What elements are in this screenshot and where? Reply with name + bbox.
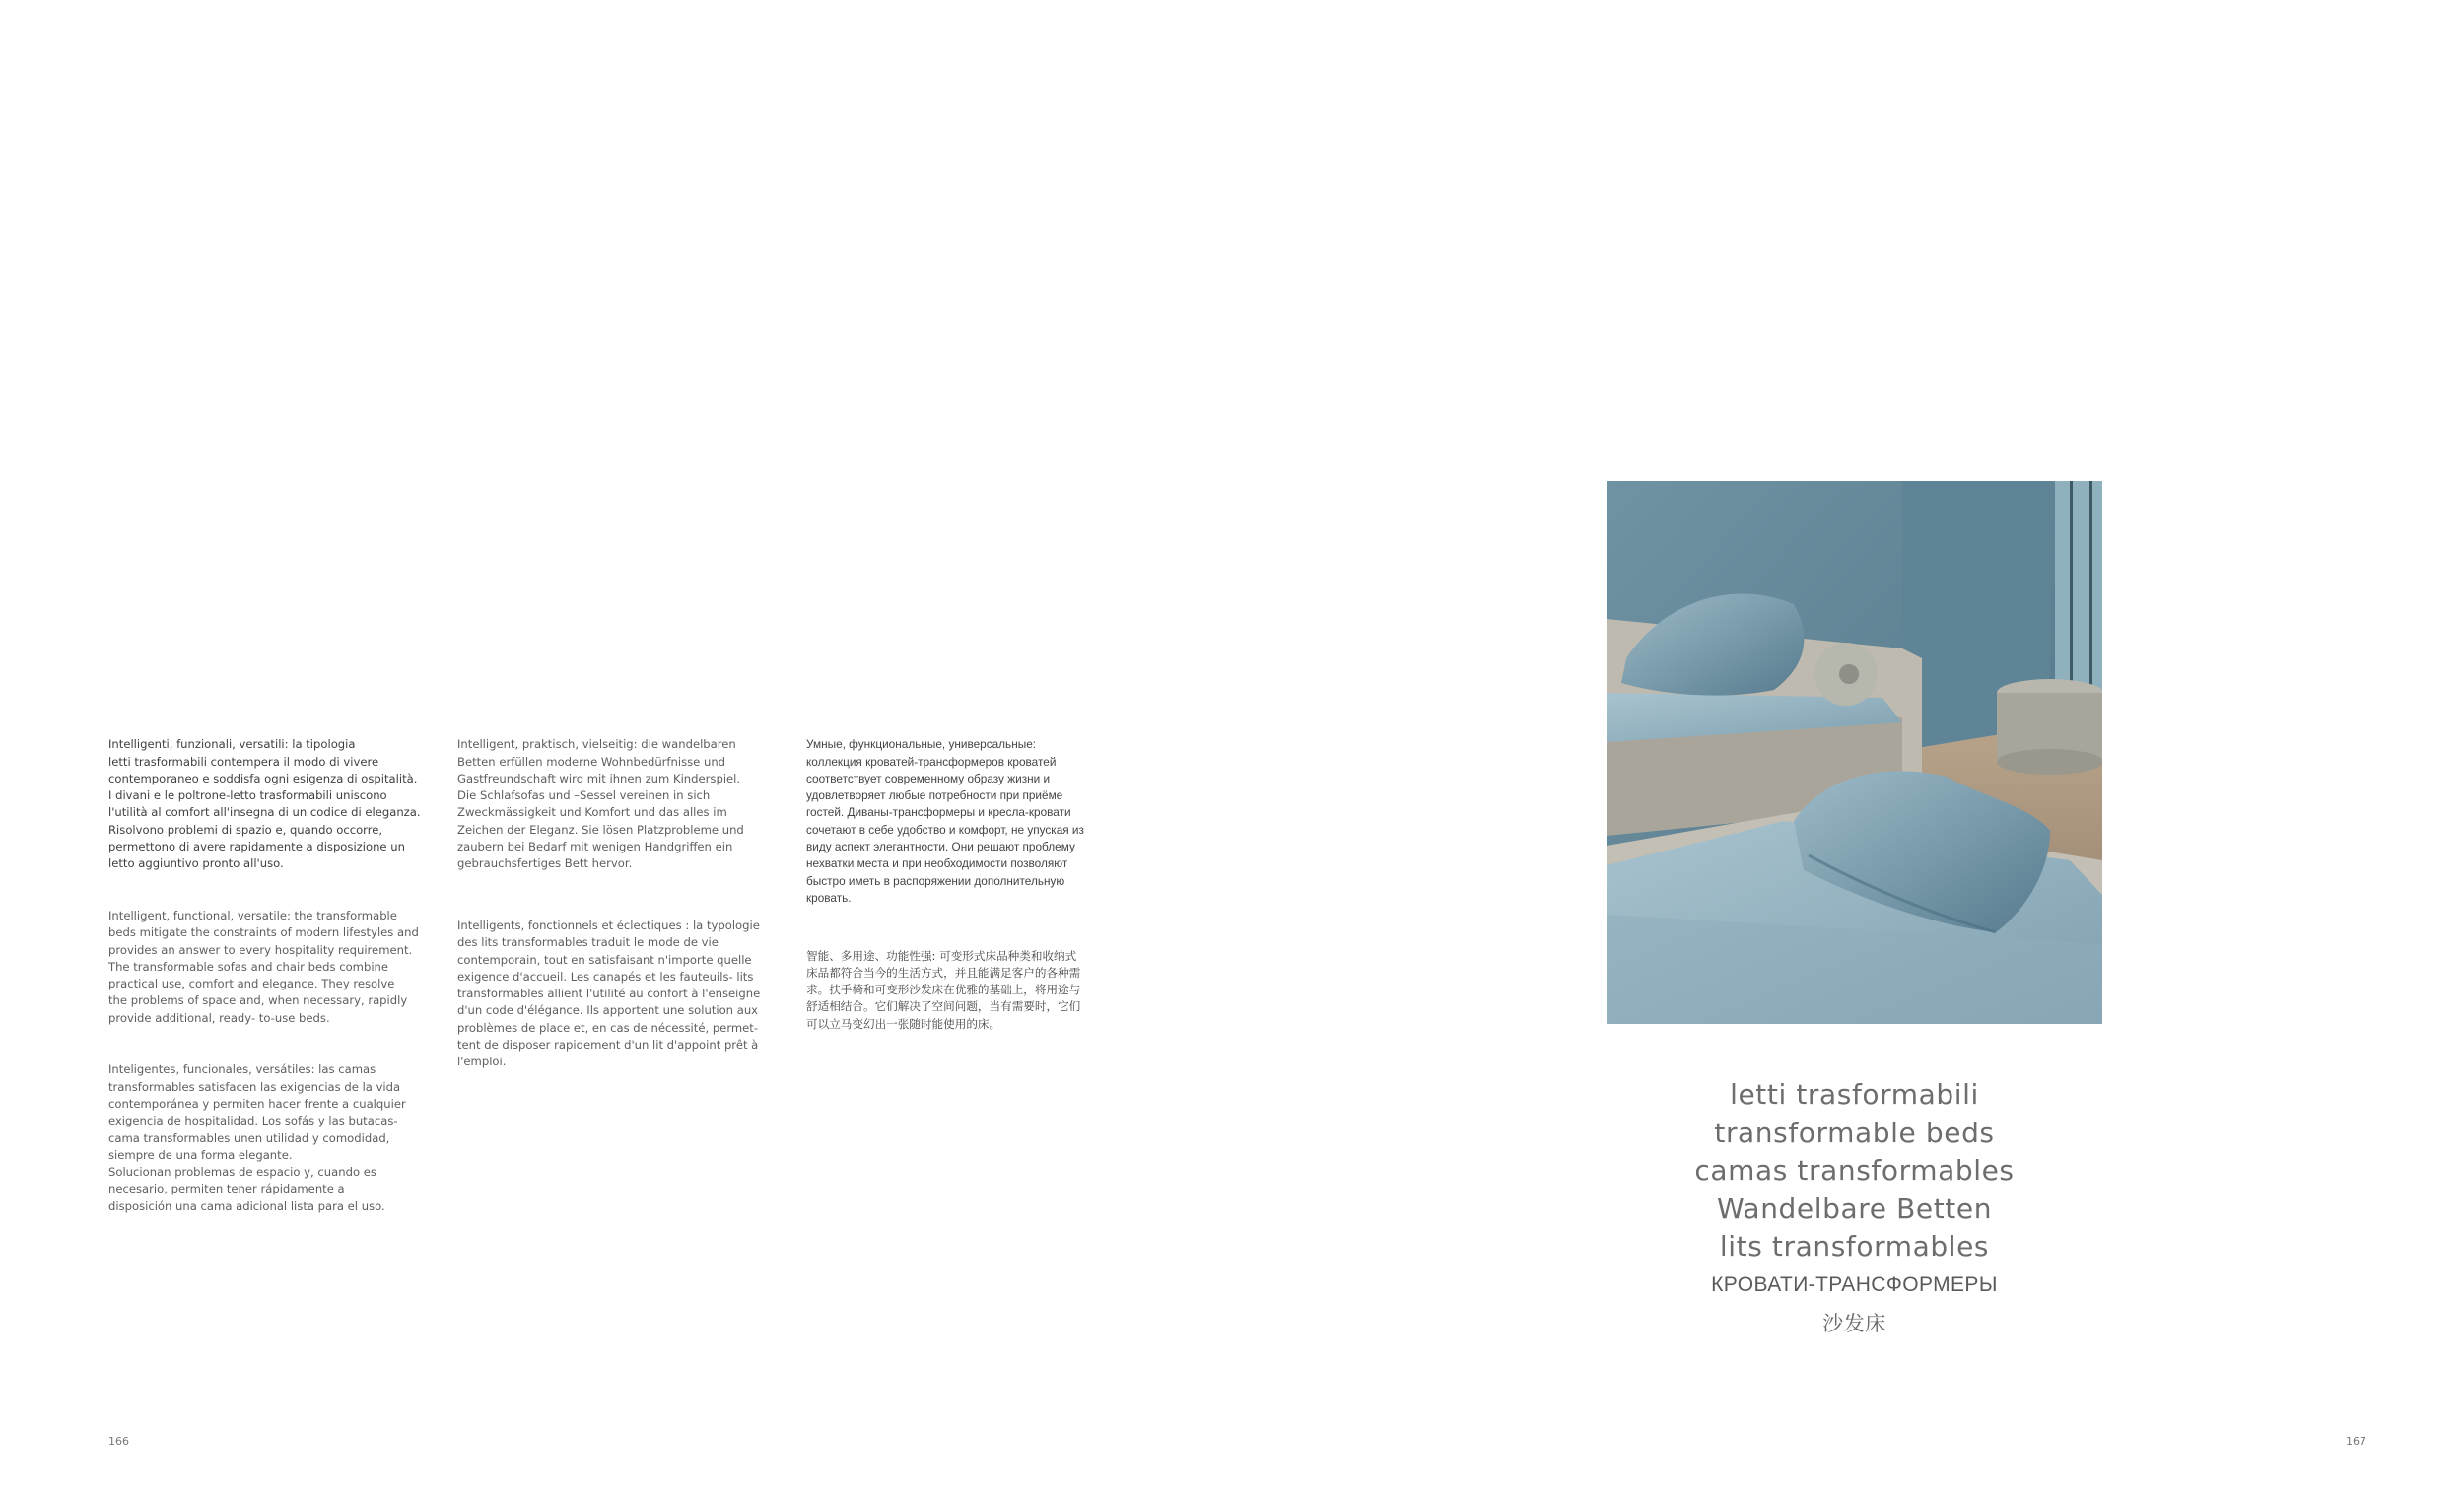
bed-illustration: [1607, 481, 2102, 1024]
intro-russian: Умные, функциональные, универсальные: коллекция кроватей-трансформеров кроватей соответствует современному образу жизни и удовлетворяет любые потребности при приёме гостей. Диваны-трансформеры и кресла-кровати сочетают в себе удобство и комфорт, не упуская из виду аспект элегантности. Они решают проблему нехватки места и при необходимости позволяют быстро иметь в распоряжении дополнительную кровать.: [806, 737, 1084, 905]
intro-italian: Intelligenti, funzionali, versatili: la tipologia letti trasformabili contempera il modo di vivere contemporaneo e soddisfa ogni esigenza di ospitalità. I divani e le poltrone-letto trasformabili uniscono l'utilità al comfort all'insegna di un codice di eleganza. Risolvono problemi di spazio e, quando occorre, permettono di avere rapidamente a disposizione un letto aggiuntivo pronto all'uso.: [108, 737, 421, 871]
intro-french: Intelligents, fonctionnels et éclectiques : la typologie des lits transformables traduit le mode de vie contemporain, tout en satisfaisant n'importe quelle exigence d'accueil. Les canapés et les fauteuils- lits transformables allient l'utilité au confort à l'enseigne d'un code d'élégance. Ils apportent une solution aux problèmes de place et, en cas de nécessité, permet- tent de disposer rapidement d'un lit d'appoint prêt à l'emploi.: [457, 918, 761, 1069]
text-column-1: [108, 719, 444, 1250]
title-chinese: 沙发床: [1822, 1311, 1886, 1335]
page-number-left: 166: [108, 1435, 129, 1448]
title-block: [1607, 1076, 2102, 1343]
product-photo: [1607, 481, 2102, 1024]
text-column-3: [806, 719, 1141, 1067]
intro-chinese: 智能、多用途、功能性强: 可变形式床品种类和收纳式 床品都符合当今的生活方式，并且能满足客户的各种需 求。扶手椅和可变形沙发床在优雅的基础上，将用途与 舒适相结合。它们解决了空间问题，当有需要时，它们 可以立马变幻出一张随时能使用的床。: [806, 948, 1081, 1031]
intro-german: Intelligent, praktisch, vielseitig: die wandelbaren Betten erfüllen moderne Wohnbedürfnisse und Gastfreundschaft wird mit ihnen zum Kinderspiel. Die Schlafsofas und –Sessel vereinen in sich Zweckmässigkeit und Komfort und das alles im Zeichen der Eleganz. Sie lösen Platzprobleme und zaubern bei Bedarf mit wenigen Handgriffen ein gebrauchsfertiges Bett hervor.: [457, 737, 744, 871]
intro-spanish: Inteligentes, funcionales, versátiles: las camas transformables satisfacen las exigencias de la vida contemporánea y permiten hacer frente a cualquier exigencia de hospitalidad. Los sofás y las butacas- cama transformables unen utilidad y comodidad, siempre de una forma elegante. Solucionan problemas de espacio y, cuando es necesario, permiten tener rápidamente a disposición una cama adicional lista para el uso.: [108, 1062, 406, 1213]
title-french: lits transformables: [1719, 1230, 1990, 1262]
title-english: transformable beds: [1714, 1116, 1995, 1149]
intro-english: Intelligent, functional, versatile: the transformable beds mitigate the constraints of modern lifestyles and provides an answer to every hospitality requirement. The transformable sofas and chair beds combine practical use, comfort and elegance. They resolve the problems of space and, when necessary, rapidly provide additional, ready- to-use beds.: [108, 908, 419, 1025]
title-german: Wandelbare Betten: [1716, 1192, 1993, 1225]
title-russian: КРОВАТИ-ТРАНСФОРМЕРЫ: [1711, 1272, 1998, 1296]
text-column-2: [457, 719, 792, 1106]
title-italian: letti trasformabili: [1730, 1078, 1979, 1111]
title-spanish: camas transformables: [1694, 1154, 2015, 1187]
page-number-right: 167: [2346, 1435, 2366, 1448]
